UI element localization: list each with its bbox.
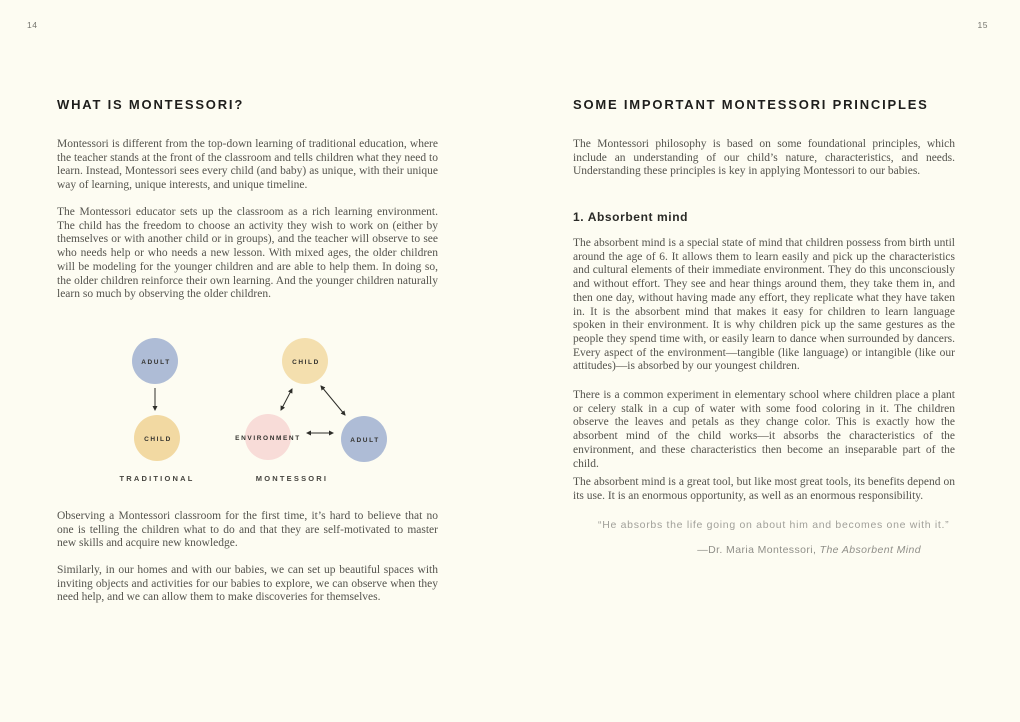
montessori-vs-traditional-diagram <box>100 331 420 491</box>
paragraph: Observing a Montessori classroom for the first time, it’s hard to believe that no one is telling the children what to do and that they are self-motivated to master new skills and acquire new knowledge. <box>57 510 438 550</box>
paragraph: There is a common experiment in elementary school where children place a plant or celery stalk in a cup of water with some food coloring in it. The children observe the leaves and petals as they change color. This is exactly how the absorbent mind of the child works—it absorbs the characteristics of the environment, and these characteristics then become an inseparable part of the child. <box>573 389 955 470</box>
page-title-left: WHAT IS MONTESSORI? <box>57 97 245 112</box>
traditional-adult-label: ADULT <box>141 359 171 366</box>
double-arrow-icon <box>281 389 292 410</box>
attribution-text: —Dr. Maria Montessori, <box>697 544 820 556</box>
montessori-child-label: CHILD <box>292 359 320 366</box>
paragraph: Similarly, in our homes and with our babies, we can set up beautiful spaces with inviting objects and activities for our babies to explore, we can observe when they need help, and we can allow them to make discoveries for themselves. <box>57 564 438 604</box>
paragraph: The Montessori philosophy is based on some foundational principles, which include an understanding of our child’s nature, characteristics, and needs. Understanding these principles is key in applying Montessori to our babies. <box>573 138 955 178</box>
montessori-caption: MONTESSORI <box>255 474 329 483</box>
double-arrow-icon <box>321 386 345 415</box>
section-subheading: 1. Absorbent mind <box>573 210 689 224</box>
book-title: The Absorbent Mind <box>819 544 921 556</box>
paragraph: Montessori is different from the top-down learning of traditional education, where the teacher stands at the front of the classroom and tells children what they need to learn. Instead, Montessori sees every child (and baby) as unique, with their unique way of learning, unique interests, and unique timeline. <box>57 138 438 192</box>
montessori-adult-label: ADULT <box>350 437 380 444</box>
page-number-left: 14 <box>27 20 38 30</box>
paragraph: The absorbent mind is a special state of mind that children possess from birth until around the age of 6. It allows them to learn easily and pick up the characteristics and cultural elements of their immediate environment. They do this unconsciously and without effort. They see and hear things around them, they take them in, and then one day, without having made any effort, they replicate what they have taken in. It is the absorbent mind that makes it easy for children to learn language spoken in their environment. It is why children pick up the same gestures as the people they spend time with, or easily learn to dance when surrounded by dancers. Every aspect of the environment—tangible (like language) or intangible (like our attitudes)—is absorbed by our youngest children. <box>573 237 955 373</box>
traditional-child-label: CHILD <box>144 436 172 443</box>
page-title-right: SOME IMPORTANT MONTESSORI PRINCIPLES <box>573 97 929 112</box>
quote-attribution <box>573 544 955 556</box>
montessori-environment-label: ENVIRONMENT <box>235 435 301 442</box>
page-right <box>510 0 1020 722</box>
paragraph: The absorbent mind is a great tool, but like most great tools, its benefits depend on its use. It is an enormous opportunity, as well as an enormous responsibility. <box>573 476 955 502</box>
traditional-caption: TRADITIONAL <box>119 474 195 483</box>
paragraph: The Montessori educator sets up the classroom as a rich learning environment. The child has the freedom to choose an activity they wish to work on (either by themselves or with another child or in groups), and the teacher will observe to see who needs help or who needs a new lesson. With mixed ages, the older children will be modeling for the younger children and are able to help them. In doing so, the older children reinforce their own learning. And the younger children naturally learn so much by observing the older children. <box>57 206 438 301</box>
page-number-right: 15 <box>977 20 988 30</box>
pull-quote: “He absorbs the life going on about him and becomes one with it.” <box>598 519 950 531</box>
